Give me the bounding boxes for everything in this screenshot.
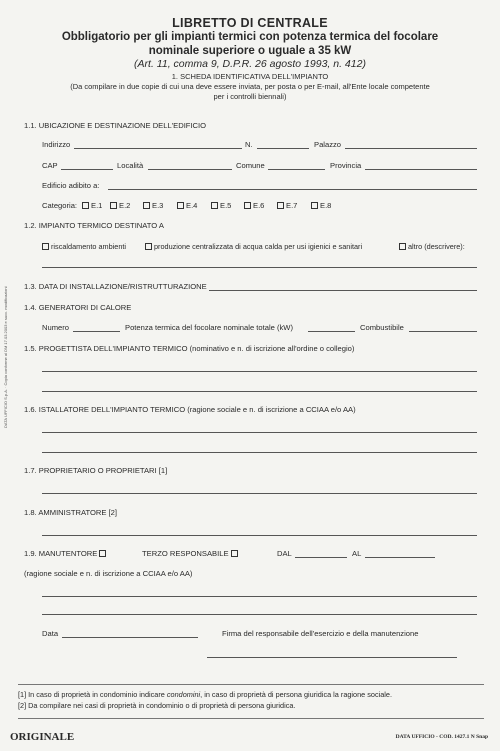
data-label: Data [42, 629, 59, 638]
checkbox-icon [145, 243, 152, 250]
section-1-7-title: 1.7. PROPRIETARIO O PROPRIETARI [1] [24, 466, 168, 475]
category-e3[interactable]: E.3 [143, 201, 163, 210]
category-e7[interactable]: E.7 [277, 201, 297, 210]
dal-label: DAL [277, 549, 292, 558]
category-e1[interactable]: E.1 [82, 201, 102, 210]
cap-field[interactable] [61, 169, 113, 170]
edificio-field[interactable] [108, 189, 477, 190]
provincia-field[interactable] [365, 169, 477, 170]
palazzo-field[interactable] [345, 148, 477, 149]
combustibile-label: Combustibile [360, 323, 404, 332]
checkbox-icon [231, 550, 238, 557]
legal-reference: (Art. 11, comma 9, D.P.R. 26 agosto 1993, n. 412) [134, 58, 366, 70]
numero-field[interactable] [257, 148, 309, 149]
data-field[interactable] [62, 637, 198, 638]
checkbox-icon [110, 202, 117, 209]
footnote-1: [1] In caso di proprietà in condominio indicare condomini, in caso di proprietà di persona giuridica la ragione sociale. [18, 690, 392, 699]
checkbox-icon [42, 243, 49, 250]
progettista-field-1[interactable] [42, 371, 477, 372]
al-label: AL [352, 549, 362, 558]
scheda-heading: 1. SCHEDA IDENTIFICATIVA DELL'IMPIANTO [171, 72, 329, 81]
originale-label: ORIGINALE [10, 731, 75, 743]
manutentore-field-1[interactable] [42, 596, 477, 597]
terzo-responsabile-option[interactable]: TERZO RESPONSABILE [142, 549, 240, 558]
category-e2[interactable]: E.2 [110, 201, 130, 210]
checkbox-icon [143, 202, 150, 209]
installation-date-field[interactable] [209, 290, 477, 291]
checkbox-icon [82, 202, 89, 209]
amministratore-field[interactable] [42, 535, 477, 536]
option-altro[interactable]: altro (descrivere): [399, 242, 465, 251]
form-subtitle [0, 30, 500, 58]
subtitle-line-2: nominale superiore o uguale a 35 kW [148, 45, 352, 57]
manutentore-field-2[interactable] [42, 614, 477, 615]
potenza-label: Potenza termica del focolare nominale totale (kW) [125, 323, 293, 332]
checkbox-icon [177, 202, 184, 209]
ragione-sociale-label: (ragione sociale e n. di iscrizione a CCIAA e/o AA) [24, 569, 193, 578]
category-e4[interactable]: E.4 [177, 201, 197, 210]
proprietario-field[interactable] [42, 493, 477, 494]
installatore-field-1[interactable] [42, 432, 477, 433]
combustibile-field[interactable] [409, 331, 477, 332]
numero-label: N. [245, 140, 253, 149]
bottom-divider [18, 718, 484, 719]
form-code: DATA UFFICIO - COD. 1427.1 N Snap [395, 734, 488, 740]
firma-label: Firma del responsabile dell'esercizio e della manutenzione [222, 629, 419, 638]
categoria-label: Categoria: [42, 201, 78, 210]
manutentore-option[interactable]: 1.9. MANUTENTORE [24, 549, 108, 558]
comune-field[interactable] [268, 169, 325, 170]
comune-label: Comune [236, 161, 265, 170]
category-e6[interactable]: E.6 [244, 201, 264, 210]
indirizzo-label: Indirizzo [42, 140, 71, 149]
altro-description-field[interactable] [42, 267, 477, 268]
option-riscaldamento[interactable]: riscaldamento ambienti [42, 242, 126, 251]
category-e5[interactable]: E.5 [211, 201, 231, 210]
indirizzo-field[interactable] [74, 148, 242, 149]
checkbox-icon [99, 550, 106, 557]
subtitle-line-1: Obbligatorio per gli impianti termici con potenza termica del focolare [61, 31, 439, 43]
al-field[interactable] [365, 557, 435, 558]
cap-label: CAP [42, 161, 58, 170]
form-title: LIBRETTO DI CENTRALE [172, 16, 328, 30]
potenza-field[interactable] [308, 331, 355, 332]
installatore-field-2[interactable] [42, 452, 477, 453]
generatori-numero-label: Numero [42, 323, 70, 332]
footnote-2: [2] Da compilare nei casi di proprietà in condominio o di proprietà di persona giuridica. [18, 701, 296, 710]
section-1-2-title: 1.2. IMPIANTO TERMICO DESTINATO A [24, 221, 164, 230]
section-1-8-title: 1.8. AMMINISTRATORE [2] [24, 508, 117, 517]
localita-field[interactable] [148, 169, 232, 170]
checkbox-icon [244, 202, 251, 209]
provincia-label: Provincia [330, 161, 362, 170]
section-1-5-title: 1.5. PROGETTISTA DELL'IMPIANTO TERMICO (nominativo e n. di iscrizione all'ordine o collegio) [24, 344, 355, 353]
option-acqua-calda[interactable]: produzione centralizzata di acqua calda per usi igienici e sanitari [145, 242, 362, 251]
section-1-4-title: 1.4. GENERATORI DI CALORE [24, 303, 132, 312]
edificio-label: Edificio adibito a: [42, 181, 100, 190]
section-1-1-title: 1.1. UBICAZIONE E DESTINAZIONE DELL'EDIFICIO [24, 121, 207, 130]
dal-field[interactable] [295, 557, 347, 558]
localita-label: Località [117, 161, 144, 170]
publisher-side-text: DATA UFFICIO S.p.A. · Copia conforme al DM 17.03.2003 e succ. modificazioni [3, 286, 8, 428]
footnote-divider [18, 684, 484, 685]
compile-note-line-2: per i controlli biennali) [213, 92, 287, 101]
checkbox-icon [311, 202, 318, 209]
palazzo-label: Palazzo [314, 140, 342, 149]
progettista-field-2[interactable] [42, 391, 477, 392]
firma-field[interactable] [207, 657, 457, 658]
section-1-6-title: 1.6. ISTALLATORE DELL'IMPIANTO TERMICO (ragione sociale e n. di iscrizione a CCIAA e/o AA) [24, 405, 356, 414]
category-e8[interactable]: E.8 [311, 201, 331, 210]
checkbox-icon [399, 243, 406, 250]
section-1-3-title: 1.3. DATA DI INSTALLAZIONE/RISTRUTTURAZIONE [24, 282, 207, 291]
checkbox-icon [277, 202, 284, 209]
generatori-numero-field[interactable] [73, 331, 120, 332]
compile-note [0, 82, 500, 102]
checkbox-icon [211, 202, 218, 209]
compile-note-line-1: (Da compilare in due copie di cui una deve essere inviata, per posta o per E-mail, all'Ente locale competente [70, 82, 430, 91]
